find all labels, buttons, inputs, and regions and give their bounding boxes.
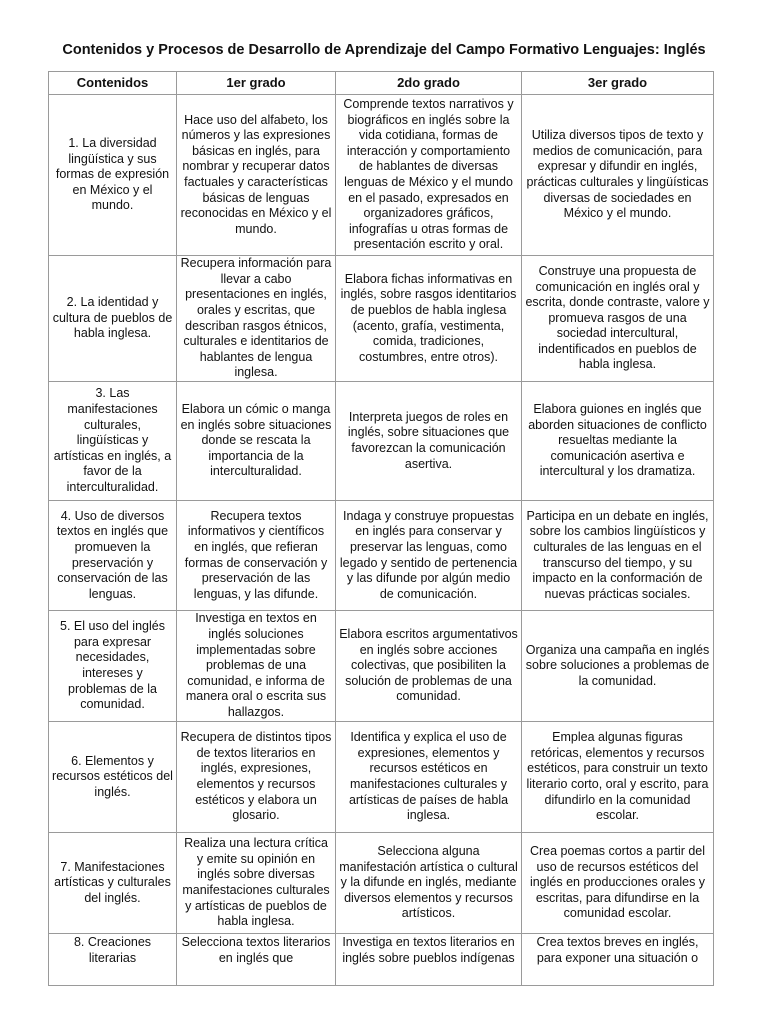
cell-3er-grado: Emplea algunas figuras retóricas, elementos y recursos estéticos, para construir un texto literario corto, oral y escrito, para difundirlo en la comunidad escolar. [522, 722, 714, 833]
table-row [49, 256, 714, 382]
header-1er-grado: 1er grado [177, 72, 336, 95]
cell-1er-grado: Selecciona textos literarios en inglés que [177, 934, 336, 986]
cell-2do-grado: Investiga en textos literarios en inglés sobre pueblos indígenas [336, 934, 522, 986]
table-row [49, 833, 714, 934]
header-contenidos: Contenidos [49, 72, 177, 95]
table-row [49, 611, 714, 722]
cell-2do-grado: Indaga y construye propuestas en inglés para conservar y preservar las lenguas, como legado y sentido de pertenencia y las difunde por algún medio de comunicación. [336, 501, 522, 611]
table-row [49, 95, 714, 256]
cell-1er-grado: Elabora un cómic o manga en inglés sobre situaciones donde se rescata la importancia de la interculturalidad. [177, 382, 336, 501]
header-3er-grado: 3er grado [522, 72, 714, 95]
cell-1er-grado: Recupera de distintos tipos de textos literarios en inglés, expresiones, elementos y recursos estéticos y elabora un glosario. [177, 722, 336, 833]
cell-contenido: 2. La identidad y cultura de pueblos de habla inglesa. [49, 256, 177, 382]
cell-1er-grado: Recupera textos informativos y científicos en inglés, que refieran formas de conservación y preservación de las lenguas, y las difunde. [177, 501, 336, 611]
cell-1er-grado: Recupera información para llevar a cabo presentaciones en inglés, orales y escritas, que describan rasgos étnicos, culturales e identitarios de hablantes de lengua inglesa. [177, 256, 336, 382]
cell-contenido: 1. La diversidad lingüística y sus formas de expresión en México y el mundo. [49, 95, 177, 256]
cell-3er-grado: Participa en un debate en inglés, sobre los cambios lingüísticos y culturales de las lenguas en el transcurso del tiempo, y su impacto en la conformación de nuevas prácticas sociales. [522, 501, 714, 611]
cell-contenido: 4. Uso de diversos textos en inglés que promueven la preservación y conservación de las lenguas. [49, 501, 177, 611]
cell-3er-grado: Construye una propuesta de comunicación en inglés oral y escrita, donde contraste, valore y promueva rasgos de una sociedad intercultural, indentificados en pueblos de habla inglesa. [522, 256, 714, 382]
cell-3er-grado: Crea poemas cortos a partir del uso de recursos estéticos del inglés en producciones orales y escritas, para difundirse en la comunidad escolar. [522, 833, 714, 934]
cell-3er-grado: Organiza una campaña en inglés sobre soluciones a problemas de la comunidad. [522, 611, 714, 722]
cell-2do-grado: Elabora fichas informativas en inglés, sobre rasgos identitarios de pueblos de habla inglesa (acento, grafía, vestimenta, comida, tradiciones, costumbres, entre otros). [336, 256, 522, 382]
cell-3er-grado: Crea textos breves en inglés, para exponer una situación o [522, 934, 714, 986]
table-row [49, 934, 714, 986]
cell-2do-grado: Interpreta juegos de roles en inglés, sobre situaciones que favorezcan la comunicación asertiva. [336, 382, 522, 501]
cell-2do-grado: Comprende textos narrativos y biográficos en inglés sobre la vida cotidiana, formas de interacción y comportamiento de hablantes de diversas lenguas de México y el mundo en el pasado, expresados en organizadores gráficos, infografías u otras formas de presentación escrito y oral. [336, 95, 522, 256]
cell-2do-grado: Elabora escritos argumentativos en inglés sobre acciones colectivas, que posibiliten la solución de problemas de una comunidad. [336, 611, 522, 722]
cell-contenido: 5. El uso del inglés para expresar necesidades, intereses y problemas de la comunidad. [49, 611, 177, 722]
table-row [49, 722, 714, 833]
cell-contenido: 7. Manifestaciones artísticas y culturales del inglés. [49, 833, 177, 934]
cell-2do-grado: Identifica y explica el uso de expresiones, elementos y recursos estéticos en manifestaciones culturales y artísticas de países de habla inglesa. [336, 722, 522, 833]
table-row [49, 382, 714, 501]
cell-contenido: 8. Creaciones literarias [49, 934, 177, 986]
cell-1er-grado: Realiza una lectura crítica y emite su opinión en inglés sobre diversas manifestaciones culturales y artísticas de pueblos de habla inglesa. [177, 833, 336, 934]
cell-1er-grado: Hace uso del alfabeto, los números y las expresiones básicas en inglés, para nombrar y recuperar datos factuales y características básicas de lenguas reconocidas en México y el mundo. [177, 95, 336, 256]
header-2do-grado: 2do grado [336, 72, 522, 95]
contents-table [48, 71, 714, 986]
page-title: Contenidos y Procesos de Desarrollo de Aprendizaje del Campo Formativo Lenguajes: Inglés [62, 42, 706, 58]
cell-3er-grado: Utiliza diversos tipos de texto y medios de comunicación, para expresar y difundir en inglés, prácticas culturales y lingüísticas diversas de sociedades en México y el mundo. [522, 95, 714, 256]
table-row [49, 501, 714, 611]
cell-1er-grado: Investiga en textos en inglés soluciones implementadas sobre problemas de una comunidad, e informa de manera oral o escrita sus hallazgos. [177, 611, 336, 722]
cell-3er-grado: Elabora guiones en inglés que aborden situaciones de conflicto resueltas mediante la comunicación asertiva e intercultural y los dramatiza. [522, 382, 714, 501]
cell-contenido: 6. Elementos y recursos estéticos del inglés. [49, 722, 177, 833]
cell-contenido: 3. Las manifestaciones culturales, lingüísticas y artísticas en inglés, a favor de la interculturalidad. [49, 382, 177, 501]
header-row [49, 72, 714, 95]
cell-2do-grado: Selecciona alguna manifestación artística o cultural y la difunde en inglés, mediante diversos elementos y recursos artísticos. [336, 833, 522, 934]
